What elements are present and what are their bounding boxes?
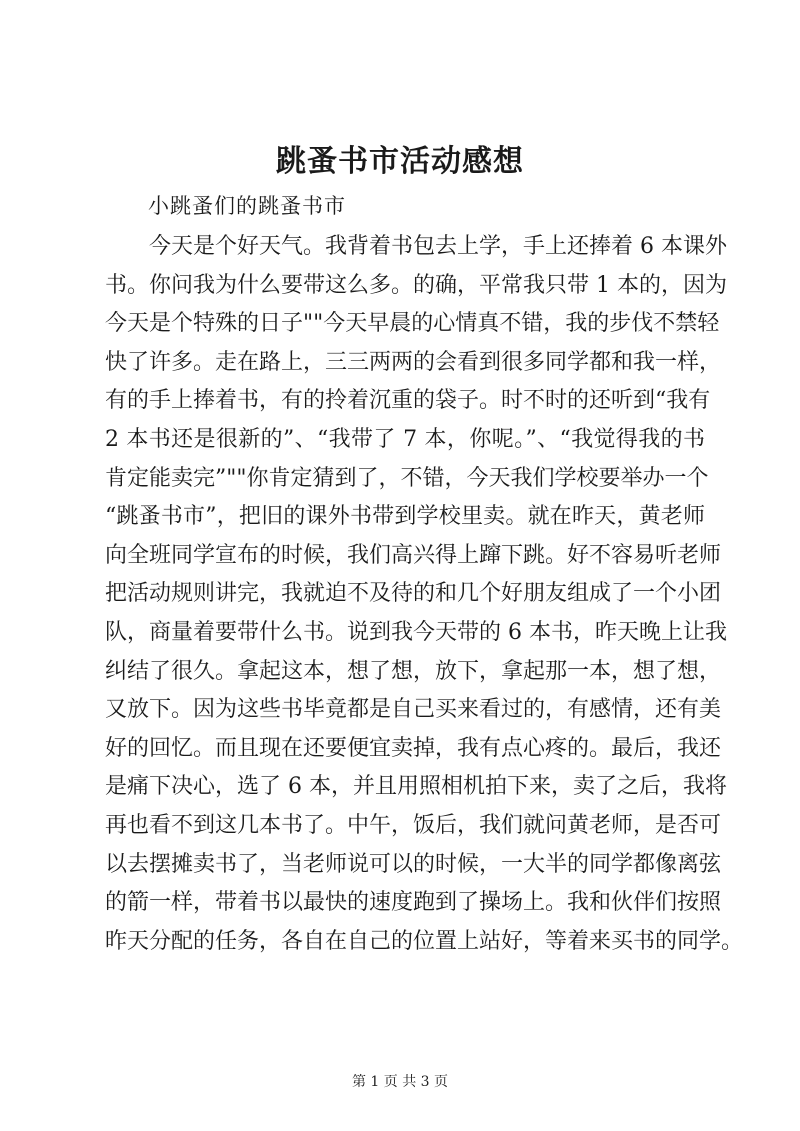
document-subtitle: 小跳蚤们的跳蚤书市 (148, 194, 346, 218)
body-line: 今天是个好天气。我背着书包去上学，手上还捧着 6 本课外 (105, 234, 727, 259)
body-line: 再也看不到这几本书了。中午，饭后，我们就问黄老师，是否可 (105, 812, 722, 838)
body-line: 队，商量着要带什么书。说到我今天带的 6 本书，昨天晚上让我 (105, 619, 727, 645)
body-line: 向全班同学宣布的时候，我们高兴得上蹿下跳。好不容易听老师 (105, 542, 722, 568)
document-title: 跳蚤书市活动感想 (276, 144, 524, 179)
body-line: 2 本书还是很新的”、“我带了 7 本，你呢。”、“我觉得我的书 (105, 426, 705, 452)
body-line: 纠结了很久。拿起这本，想了想，放下，拿起那一本，想了想， (105, 658, 722, 684)
body-line: “跳蚤书市”，把旧的课外书带到学校里卖。就在昨天，黄老师 (105, 504, 705, 530)
body-line: 书。你问我为什么要带这么多。的确，平常我只带 1 本的，因为 (105, 272, 727, 298)
body-line: 昨天分配的任务，各自在自己的位置上站好，等着来买书的同学。 (105, 928, 744, 954)
body-line: 的箭一样，带着书以最快的速度跑到了操场上。我和伙伴们按照 (105, 890, 722, 916)
body-line: 又放下。因为这些书毕竟都是自己买来看过的，有感情，还有美 (105, 697, 722, 723)
body-line: 有的手上捧着书，有的拎着沉重的袋子。时不时的还听到“我有 (105, 388, 711, 414)
page-footer: 第 1 页 共 3 页 (351, 1074, 449, 1090)
body-text (105, 228, 744, 961)
body-line: 以去摆摊卖书了，当老师说可以的时候，一大半的同学都像离弦 (105, 851, 722, 877)
body-line: 是痛下决心，选了 6 本，并且用照相机拍下来，卖了之后，我将 (105, 774, 727, 800)
body-line: 好的回忆。而且现在还要便宜卖掉，我有点心疼的。最后，我还 (105, 735, 722, 761)
body-line: 今天是个特殊的日子""今天早晨的心情真不错，我的步伐不禁轻 (105, 311, 720, 337)
body-line: 把活动规则讲完，我就迫不及待的和几个好朋友组成了一个小团 (105, 581, 722, 607)
body-line: 肯定能卖完”""你肯定猜到了，不错，今天我们学校要举办一个 (105, 465, 709, 491)
body-line: 快了许多。走在路上，三三两两的会看到很多同学都和我一样， (105, 349, 722, 375)
